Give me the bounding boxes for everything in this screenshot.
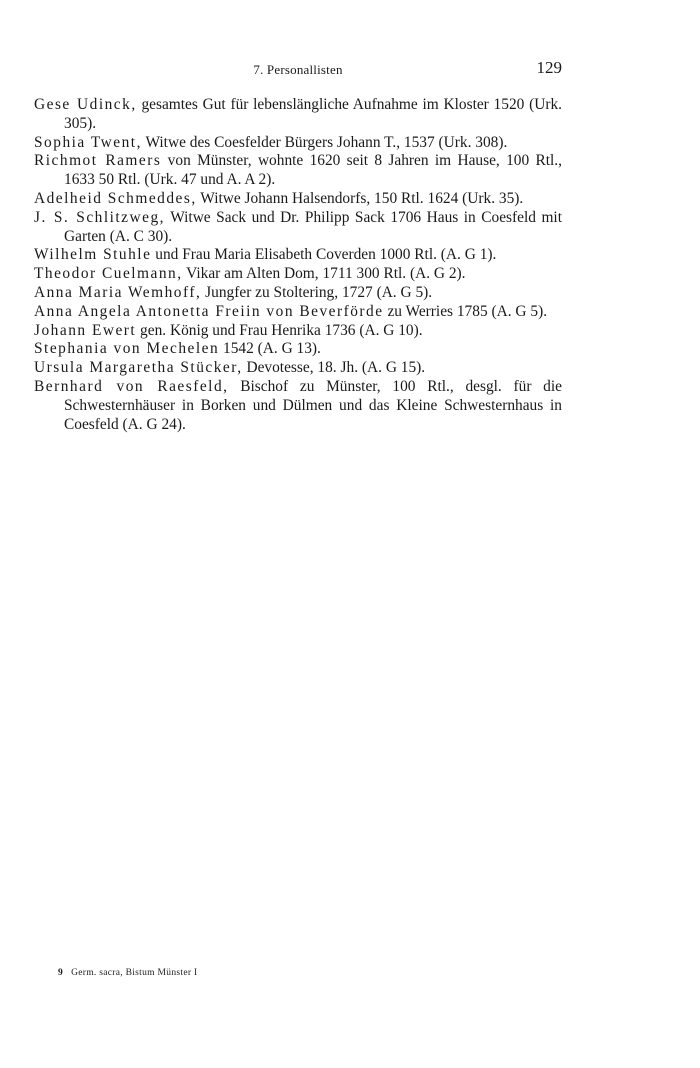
list-item — [34, 96, 562, 134]
person-name: Anna Angela Antonetta Freiin von Beverförde — [34, 302, 384, 320]
signature-number: 9 — [58, 968, 64, 978]
list-item — [34, 209, 562, 247]
entry-text: von Münster, wohnte 1620 seit 8 Jahren im Hause, 100 Rtl., 1633 50 Rtl. (Urk. 47 und A. A 2). — [64, 152, 563, 189]
signature-text: Germ. sacra, Bistum Münster I — [71, 968, 198, 978]
entry-text: Devotesse, 18. Jh. (A. G 15). — [242, 359, 426, 377]
person-name: J. S. Schlitzweg, — [34, 208, 165, 226]
person-name: Anna Maria Wemhoff, — [34, 283, 202, 301]
person-name: Wilhelm Stuhle — [34, 246, 152, 264]
person-name: Ursula Margaretha Stücker, — [34, 359, 243, 377]
person-name: Adelheid Schmeddes, — [34, 189, 197, 207]
entry-text: Vikar am Alten Dom, 1711 300 Rtl. (A. G 2). — [182, 265, 466, 283]
list-item — [34, 359, 562, 378]
entry-text: Witwe Johann Halsendorfs, 150 Rtl. 1624 (Urk. 35). — [196, 189, 524, 207]
entry-text: und Frau Maria Elisabeth Coverden 1000 Rtl. (A. G 1). — [151, 246, 497, 264]
list-item — [34, 378, 562, 434]
list-item — [34, 134, 562, 153]
list-item — [34, 284, 562, 303]
person-name: Theodor Cuelmann, — [34, 265, 183, 283]
entry-text: Witwe Sack und Dr. Philipp Sack 1706 Haus in Coesfeld mit Garten (A. C 30). — [64, 208, 562, 245]
person-name: Bernhard von Raesfeld, — [34, 377, 229, 395]
personnel-list — [34, 96, 562, 434]
entry-text: Bischof zu Münster, 100 Rtl., desgl. für die Schwesternhäuser in Borken und Dülmen und das Kleine Schwesternhaus in Coesfeld (A. G 24). — [64, 377, 562, 433]
entry-text: gesamtes Gut für lebenslängliche Aufnahme im Kloster 1520 (Urk. 305). — [64, 96, 562, 132]
list-item — [34, 190, 562, 209]
list-item — [34, 340, 562, 359]
list-item — [34, 322, 562, 341]
person-name: Stephania von Mechelen — [34, 340, 220, 358]
entry-text: Witwe des Coesfelder Bürgers Johann T., 1537 (Urk. 308). — [141, 133, 508, 151]
running-title: 7. Personallisten — [253, 62, 343, 77]
list-item — [34, 246, 562, 265]
person-name: Richmot Ramers — [34, 152, 162, 170]
list-item — [34, 303, 562, 322]
page-header — [34, 58, 562, 82]
person-name: Sophia Twent, — [34, 133, 142, 151]
list-item — [34, 152, 562, 190]
person-name: Gese Udinck, — [34, 96, 137, 113]
entry-text: Jungfer zu Stoltering, 1727 (A. G 5). — [201, 283, 433, 301]
printer-signature — [58, 968, 197, 978]
list-item — [34, 265, 562, 284]
entry-text: gen. König und Frau Henrika 1736 (A. G 10). — [136, 321, 423, 339]
person-name: Johann Ewert — [34, 321, 137, 339]
page-number: 129 — [536, 58, 562, 77]
entry-text: 1542 (A. G 13). — [219, 340, 321, 358]
entry-text: zu Werries 1785 (A. G 5). — [383, 302, 548, 320]
